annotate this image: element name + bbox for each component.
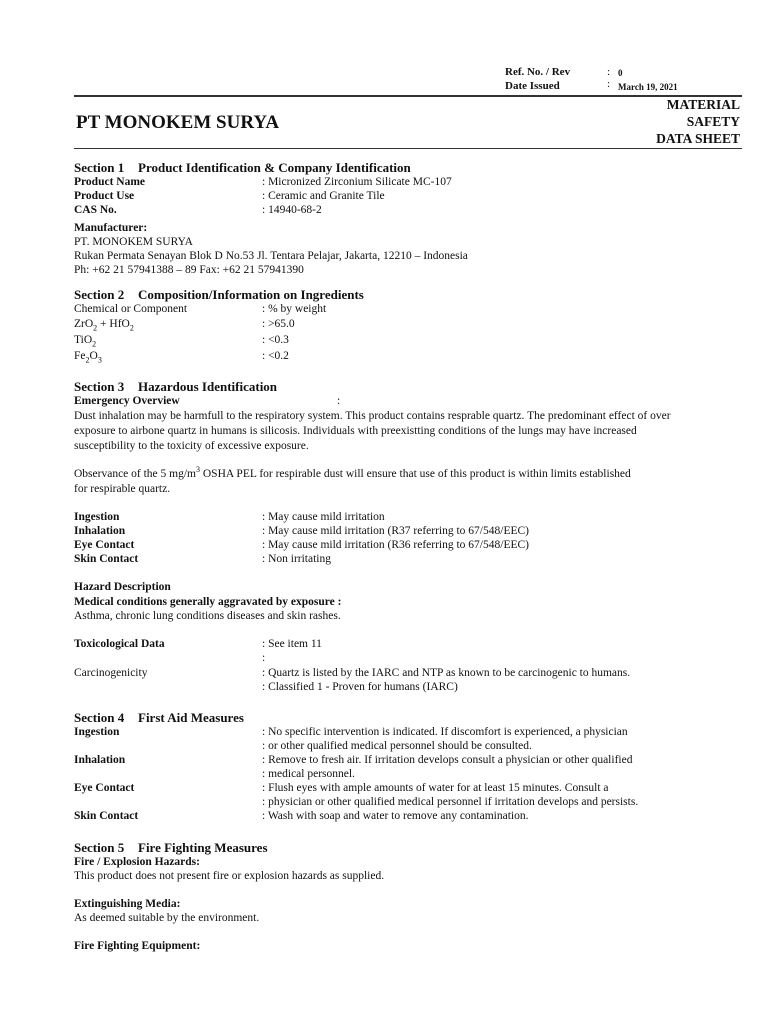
s4-ingestion-label: Ingestion [74, 726, 120, 738]
section-1-title: Product Identification & Company Identification [138, 160, 411, 175]
medical-conditions-value: Asthma, chronic lung conditions diseases and skin rashes. [74, 610, 341, 622]
product-name-value: : Micronized Zirconium Silicate MC-107 [262, 176, 452, 188]
carcinogenicity-value-2: : Classified 1 - Proven for humans (IARC) [262, 681, 458, 693]
cas-label: CAS No. [74, 204, 117, 216]
s4-inhalation-line-1: : Remove to fresh air. If irritation develops consult a physician or other qualified [262, 754, 633, 766]
emergency-paragraph: Dust inhalation may be harmfull to the respiratory system. This product contains resprable quartz. The predominant effect of over exposure to airbone quartz in humans is silicosis. Individuals with preexistting conditions of the lungs may have increased susceptibility to the toxicity of excessive exposure. [74, 410, 671, 452]
ref-label: Ref. No. / Rev [505, 66, 571, 78]
s3-ingestion-value: : May cause mild irritation [262, 511, 385, 523]
company-name: PT MONOKEM SURYA [76, 112, 280, 133]
hfo-text: + HfO [97, 318, 130, 330]
emergency-overview-colon: : [337, 395, 341, 407]
toxicological-colon: : [262, 652, 266, 664]
title-rule [74, 148, 742, 149]
composition-head-label: Chemical or Component [74, 303, 188, 315]
s4-ingestion-line-2: : or other qualified medical personnel should be consulted. [262, 740, 532, 752]
s3-eye-contact-label: Eye Contact [74, 539, 135, 551]
section-4-title: First Aid Measures [138, 710, 244, 725]
emergency-overview-label: Emergency Overview [74, 395, 180, 407]
section-3-heading [74, 379, 277, 395]
hazard-description-label: Hazard Description [74, 581, 171, 593]
date-label: Date Issued [505, 80, 560, 92]
product-use-label: Product Use [74, 190, 135, 202]
fe2o3-value: : <0.2 [262, 350, 289, 362]
s4-inhalation-label: Inhalation [74, 754, 126, 766]
extinguishing-media-value: As deemed suitable by the environment. [74, 912, 260, 924]
zro2-hfo2-label [74, 318, 134, 333]
ref-colon: : [607, 66, 611, 78]
product-name-label: Product Name [74, 176, 146, 188]
extinguishing-media-label: Extinguishing Media: [74, 898, 181, 910]
s4-eye-contact-label: Eye Contact [74, 782, 135, 794]
osha-paragraph-line-1 [74, 465, 631, 480]
fe-sub: 2 [85, 355, 90, 365]
o-sub: 3 [97, 355, 102, 365]
section-2-number: Section 2 [74, 287, 125, 302]
medical-conditions-label: Medical conditions generally aggravated by exposure : [74, 596, 342, 608]
carcinogenicity-value-1: : Quartz is listed by the IARC and NTP as known to be carcinogenic to humans. [262, 667, 631, 679]
osha-text-a: Observance of the 5 mg/m [74, 468, 196, 480]
osha-paragraph-line-2: for respirable quartz. [74, 483, 171, 495]
section-4-heading [74, 710, 244, 726]
manufacturer-phone: Ph: +62 21 57941388 – 89 Fax: +62 21 57941390 [74, 264, 304, 276]
section-5-title: Fire Fighting Measures [138, 840, 268, 855]
zro2-hfo2-value: : >65.0 [262, 318, 295, 330]
section-5-number: Section 5 [74, 840, 125, 855]
product-use-value: : Ceramic and Granite Tile [262, 190, 385, 202]
date-value: March 19, 2021 [618, 82, 678, 92]
toxicological-value: : See item 11 [262, 638, 322, 650]
fire-fighting-equipment-label: Fire Fighting Equipment: [74, 940, 201, 952]
date-colon: : [607, 78, 611, 90]
fire-explosion-label: Fire / Explosion Hazards: [74, 856, 200, 868]
s4-skin-contact-line-1: : Wash with soap and water to remove any contamination. [262, 810, 529, 822]
tio-text: TiO [74, 334, 93, 346]
tio2-label [74, 334, 97, 349]
s3-ingestion-label: Ingestion [74, 511, 120, 523]
s4-eye-contact-line-2: : physician or other qualified medical personnel if irritation develops and persists. [262, 796, 639, 808]
section-1-heading [74, 160, 411, 176]
s4-inhalation-line-2: : medical personnel. [262, 768, 355, 780]
s4-ingestion-line-1: : No specific intervention is indicated. If discomfort is experienced, a physician [262, 726, 628, 738]
header-rule [74, 95, 742, 97]
hfo-sub: 2 [129, 323, 134, 333]
section-3-title: Hazardous Identification [138, 379, 278, 394]
manufacturer-label: Manufacturer: [74, 222, 148, 234]
section-3-number: Section 3 [74, 379, 125, 394]
fe-text: Fe [74, 350, 86, 362]
s3-inhalation-label: Inhalation [74, 525, 126, 537]
cas-value: : 14940-68-2 [262, 204, 322, 216]
zro-text: ZrO [74, 318, 94, 330]
section-2-heading [74, 287, 364, 303]
carcinogenicity-label: Carcinogenicity [74, 667, 148, 679]
tio-sub: 2 [92, 339, 97, 349]
s3-inhalation-value: : May cause mild irritation (R37 referring to 67/548/EEC) [262, 525, 529, 537]
osha-text-b: OSHA PEL for respirable dust will ensure that use of this product is within limits established [200, 468, 631, 480]
doc-title-line-2: SAFETY [686, 114, 740, 129]
manufacturer-name: PT. MONOKEM SURYA [74, 236, 193, 248]
tio2-value: : <0.3 [262, 334, 289, 346]
composition-head-value: : % by weight [262, 303, 327, 315]
s3-eye-contact-value: : May cause mild irritation (R36 referring to 67/548/EEC) [262, 539, 529, 551]
doc-title-line-3: DATA SHEET [656, 131, 740, 146]
toxicological-label: Toxicological Data [74, 638, 165, 650]
fire-explosion-value: This product does not present fire or explosion hazards as supplied. [74, 870, 385, 882]
zro-sub: 2 [93, 323, 98, 333]
osha-sup: 3 [196, 465, 200, 475]
doc-title [656, 96, 740, 147]
ref-value: 0 [618, 68, 623, 78]
s3-skin-contact-value: : Non irritating [262, 553, 331, 565]
s3-skin-contact-label: Skin Contact [74, 553, 139, 565]
section-1-number: Section 1 [74, 160, 125, 175]
o-text: O [89, 350, 98, 362]
doc-title-line-1: MATERIAL [666, 97, 740, 112]
section-4-number: Section 4 [74, 710, 125, 725]
manufacturer-address: Rukan Permata Senayan Blok D No.53 Jl. Tentara Pelajar, Jakarta, 12210 – Indonesia [74, 250, 468, 262]
fe2o3-label [74, 350, 102, 365]
section-5-heading [74, 840, 268, 856]
s4-skin-contact-label: Skin Contact [74, 810, 139, 822]
s4-eye-contact-line-1: : Flush eyes with ample amounts of water for at least 15 minutes. Consult a [262, 782, 609, 794]
section-2-title: Composition/Information on Ingredients [138, 287, 364, 302]
